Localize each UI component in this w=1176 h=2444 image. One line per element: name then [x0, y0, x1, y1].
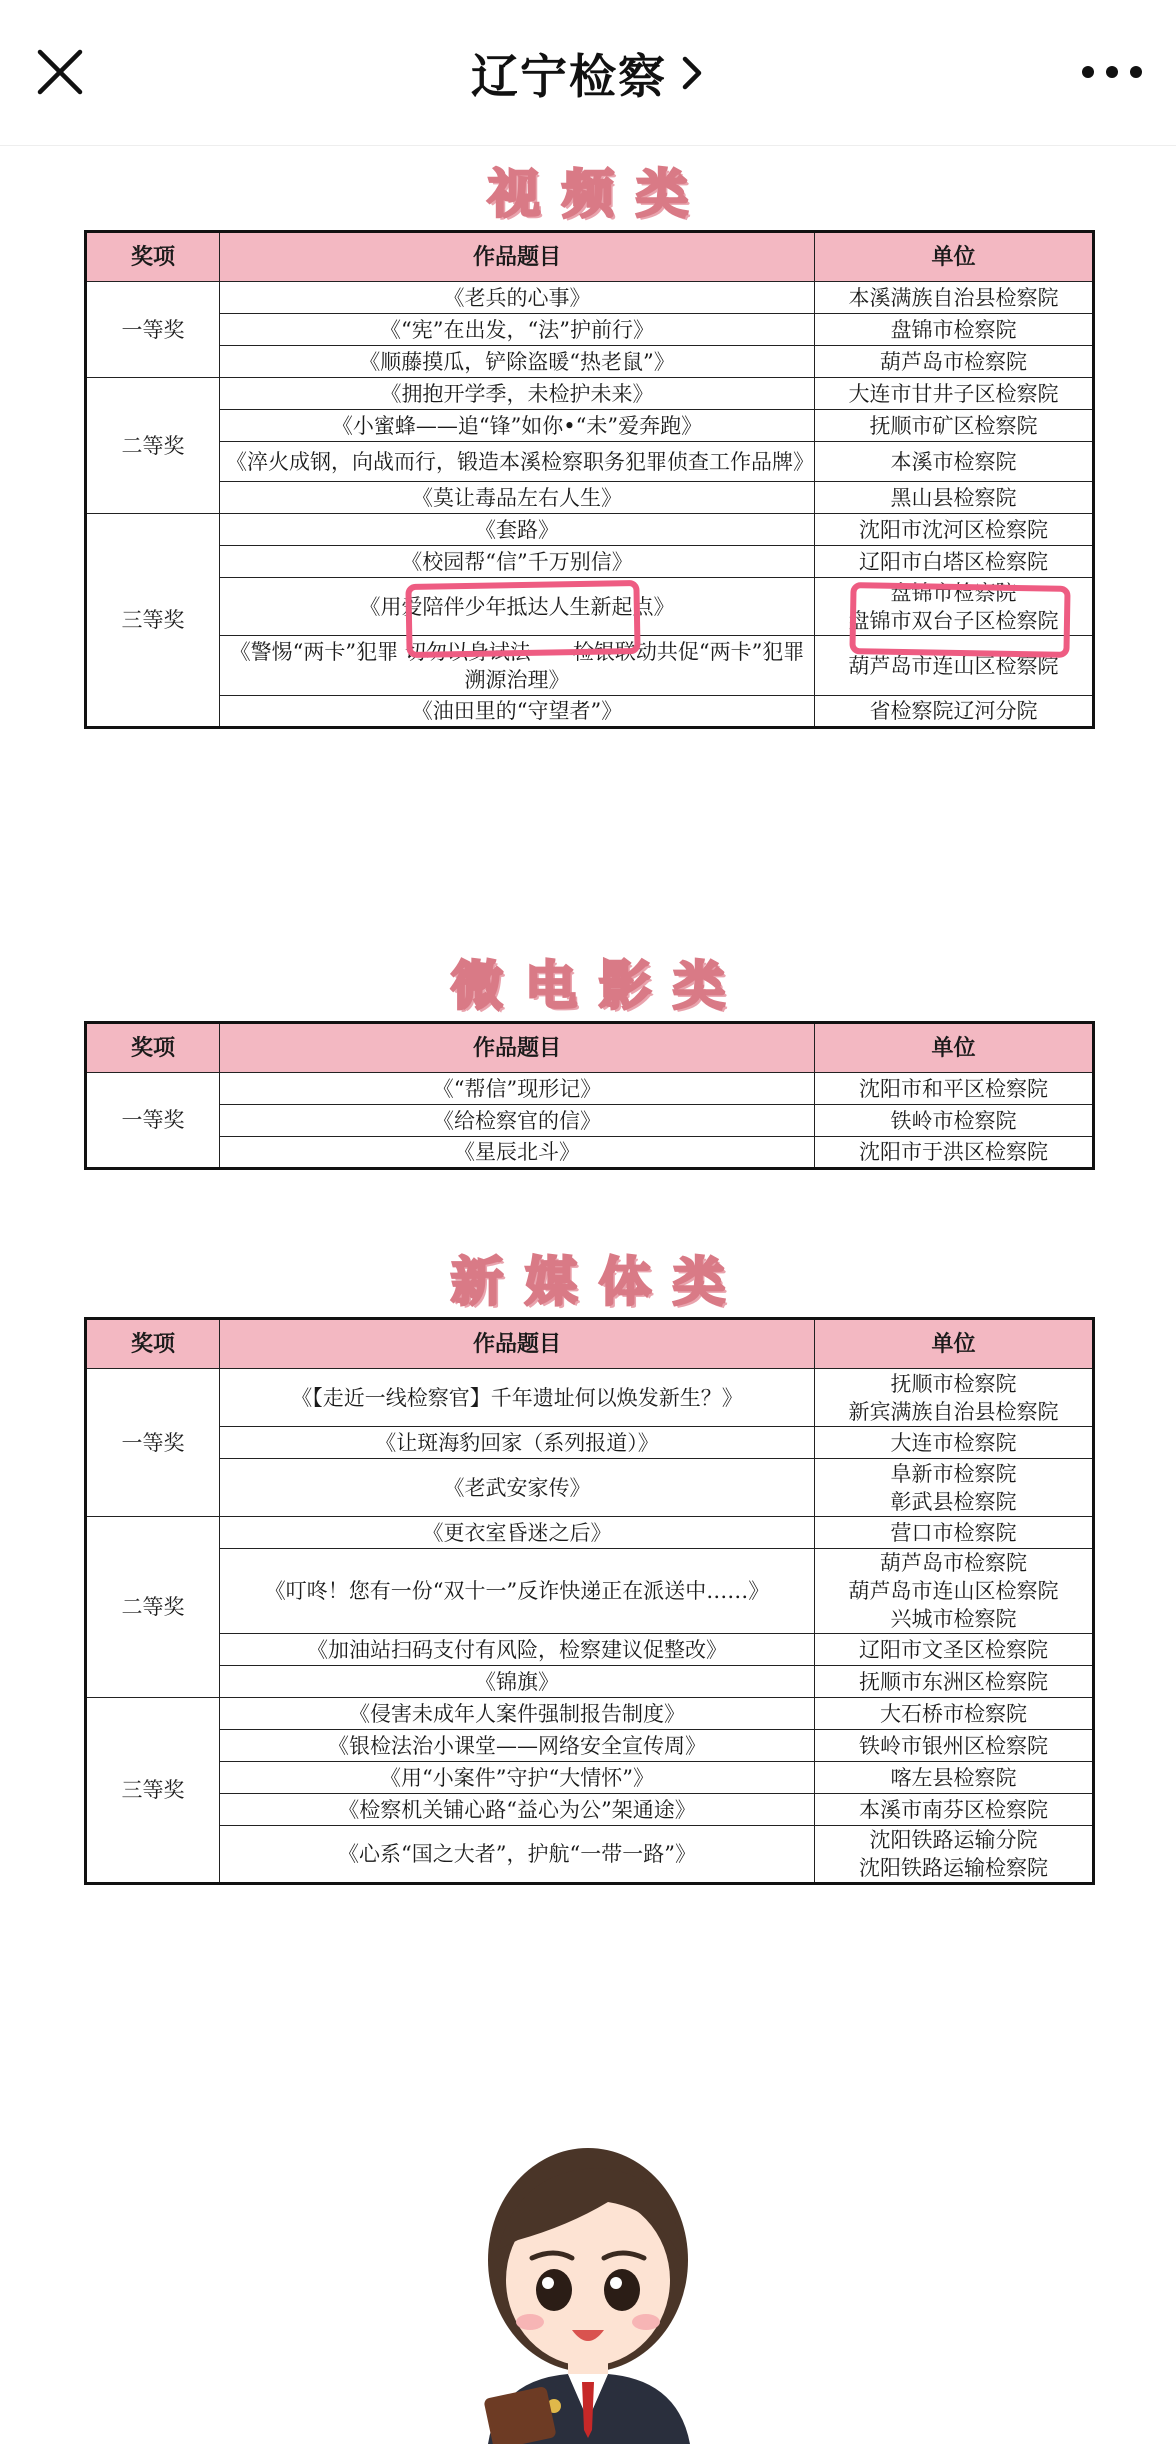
work-title-cell: 《心系“国之大者”，护航“一带一路”》	[220, 1826, 815, 1884]
col-header-unit: 单位	[815, 232, 1094, 282]
rank-cell: 三等奖	[86, 514, 220, 728]
unit-cell: 大连市甘井子区检察院	[815, 378, 1094, 410]
highlight-mark-unit	[849, 582, 1070, 658]
work-title-cell: 《油田里的“守望者”》	[220, 696, 815, 728]
rank-cell: 一等奖	[86, 1073, 220, 1169]
table-row	[86, 1105, 1094, 1137]
table-row	[86, 1073, 1094, 1105]
work-title-cell: 《“帮信”现形记》	[220, 1073, 815, 1105]
table-header-row	[86, 1319, 1094, 1369]
award-table-micro-film	[84, 1021, 1095, 1170]
table-row	[86, 482, 1094, 514]
work-title-cell: 《老武安家传》	[220, 1459, 815, 1517]
unit-cell: 盘锦市检察院	[815, 314, 1094, 346]
unit-cell: 喀左县检察院	[815, 1762, 1094, 1794]
unit-cell: 沈阳市于洪区检察院	[815, 1137, 1094, 1169]
table-row	[86, 1762, 1094, 1794]
unit-cell: 葫芦岛市检察院	[815, 346, 1094, 378]
unit-cell: 葫芦岛市检察院 葫芦岛市连山区检察院 兴城市检察院	[815, 1549, 1094, 1634]
rank-cell: 一等奖	[86, 282, 220, 378]
col-header-work: 作品题目	[220, 1023, 815, 1073]
table-row	[86, 546, 1094, 578]
col-header-rank: 奖项	[86, 1023, 220, 1073]
work-title-cell: 《校园帮“信”千万别信》	[220, 546, 815, 578]
unit-cell: 铁岭市银州区检察院	[815, 1730, 1094, 1762]
unit-cell: 黑山县检察院	[815, 482, 1094, 514]
chevron-right-icon	[679, 51, 705, 95]
col-header-unit: 单位	[815, 1023, 1094, 1073]
table-row	[86, 346, 1094, 378]
unit-cell: 抚顺市检察院 新宾满族自治县检察院	[815, 1369, 1094, 1427]
table-row	[86, 378, 1094, 410]
table-row	[86, 1826, 1094, 1884]
table-header-row	[86, 1023, 1094, 1073]
work-title-cell: 《给检察官的信》	[220, 1105, 815, 1137]
unit-cell: 葫芦岛市连山区检察院	[815, 636, 1094, 696]
work-title-cell: 《加油站扫码支付有风险，检察建议促整改》	[220, 1634, 815, 1666]
work-title-cell: 《套路》	[220, 514, 815, 546]
rank-cell: 二等奖	[86, 1517, 220, 1698]
unit-cell: 辽阳市文圣区检察院	[815, 1634, 1094, 1666]
unit-cell: 本溪市检察院	[815, 442, 1094, 482]
table-row	[86, 282, 1094, 314]
unit-cell: 阜新市检察院 彰武县检察院	[815, 1459, 1094, 1517]
work-title-cell: 《更衣室昏迷之后》	[220, 1517, 815, 1549]
col-header-rank: 奖项	[86, 232, 220, 282]
unit-cell: 抚顺市东洲区检察院	[815, 1666, 1094, 1698]
account-title-link[interactable]	[0, 38, 1176, 108]
work-title-cell: 《【走近一线检察官】千年遗址何以焕发新生？》	[220, 1369, 815, 1427]
unit-cell: 大石桥市检察院	[815, 1698, 1094, 1730]
col-header-work: 作品题目	[220, 1319, 815, 1369]
highlight-mark-work	[405, 580, 640, 658]
section-heading-new-media: 新媒体类	[450, 1253, 747, 1313]
col-header-unit: 单位	[815, 1319, 1094, 1369]
rank-cell: 二等奖	[86, 378, 220, 514]
work-title-cell: 《银检法治小课堂——网络安全宣传周》	[220, 1730, 815, 1762]
page-title: 辽宁检察	[471, 49, 667, 105]
unit-cell: 抚顺市矿区检察院	[815, 410, 1094, 442]
work-title-cell: 《“宪”在出发，“法”护前行》	[220, 314, 815, 346]
unit-cell: 本溪满族自治县检察院	[815, 282, 1094, 314]
work-title-cell: 《拥抱开学季，未检护未来》	[220, 378, 815, 410]
work-title-cell: 《老兵的心事》	[220, 282, 815, 314]
col-header-rank: 奖项	[86, 1319, 220, 1369]
unit-cell: 本溪市南芬区检察院	[815, 1794, 1094, 1826]
table-row	[86, 696, 1094, 728]
work-title-cell: 《莫让毒品左右人生》	[220, 482, 815, 514]
table-row	[86, 514, 1094, 546]
table-header-row	[86, 232, 1094, 282]
work-title-cell: 《检察机关铺心路“益心为公”架通途》	[220, 1794, 815, 1826]
unit-cell: 辽阳市白塔区检察院	[815, 546, 1094, 578]
more-dots-icon[interactable]	[1072, 44, 1152, 100]
unit-cell: 沈阳市和平区检察院	[815, 1073, 1094, 1105]
work-title-cell: 《小蜜蜂——追“锋”如你•“未”爱奔跑》	[220, 410, 815, 442]
table-row	[86, 410, 1094, 442]
unit-cell: 盘锦市检察院 盘锦市双台子区检察院	[815, 578, 1094, 636]
table-row	[86, 1427, 1094, 1459]
table-row	[86, 1730, 1094, 1762]
work-title-cell: 《叮咚！您有一份“双十一”反诈快递正在派送中……》	[220, 1549, 815, 1634]
award-table-new-media	[84, 1317, 1095, 1885]
rank-cell: 一等奖	[86, 1369, 220, 1517]
work-title-cell: 《顺藤摸瓜，铲除盗暖“热老鼠”》	[220, 346, 815, 378]
unit-cell: 营口市检察院	[815, 1517, 1094, 1549]
col-header-work: 作品题目	[220, 232, 815, 282]
table-row	[86, 1794, 1094, 1826]
table-row	[86, 1137, 1094, 1169]
unit-cell: 铁岭市检察院	[815, 1105, 1094, 1137]
table-row	[86, 1517, 1094, 1549]
work-title-cell: 《星辰北斗》	[220, 1137, 815, 1169]
prosecutor-cartoon-icon	[458, 2130, 718, 2444]
top-bar	[0, 0, 1176, 146]
section-heading-video: 视频类	[487, 165, 710, 225]
work-title-cell: 《用爱陪伴少年抵达人生新起点》	[220, 578, 815, 636]
table-row	[86, 314, 1094, 346]
section-heading-micro-film: 微电影类	[450, 957, 747, 1017]
work-title-cell: 《锦旗》	[220, 1666, 815, 1698]
work-title-cell: 《警惕“两卡”犯罪 切勿以身试法——检银联动共促“两卡”犯罪溯源治理》	[220, 636, 815, 696]
unit-cell: 大连市检察院	[815, 1427, 1094, 1459]
unit-cell: 沈阳市沈河区检察院	[815, 514, 1094, 546]
table-row	[86, 1698, 1094, 1730]
work-title-cell: 《让斑海豹回家（系列报道）》	[220, 1427, 815, 1459]
unit-cell: 沈阳铁路运输分院 沈阳铁路运输检察院	[815, 1826, 1094, 1884]
unit-cell: 省检察院辽河分院	[815, 696, 1094, 728]
rank-cell: 三等奖	[86, 1698, 220, 1884]
table-row	[86, 1634, 1094, 1666]
work-title-cell: 《用“小案件”守护“大情怀”》	[220, 1762, 815, 1794]
table-row	[86, 1666, 1094, 1698]
table-row	[86, 1369, 1094, 1427]
table-row	[86, 1549, 1094, 1634]
work-title-cell: 《侵害未成年人案件强制报告制度》	[220, 1698, 815, 1730]
table-row	[86, 1459, 1094, 1517]
table-row	[86, 442, 1094, 482]
work-title-cell: 《淬火成钢，向战而行，锻造本溪检察职务犯罪侦查工作品牌》	[220, 442, 815, 482]
